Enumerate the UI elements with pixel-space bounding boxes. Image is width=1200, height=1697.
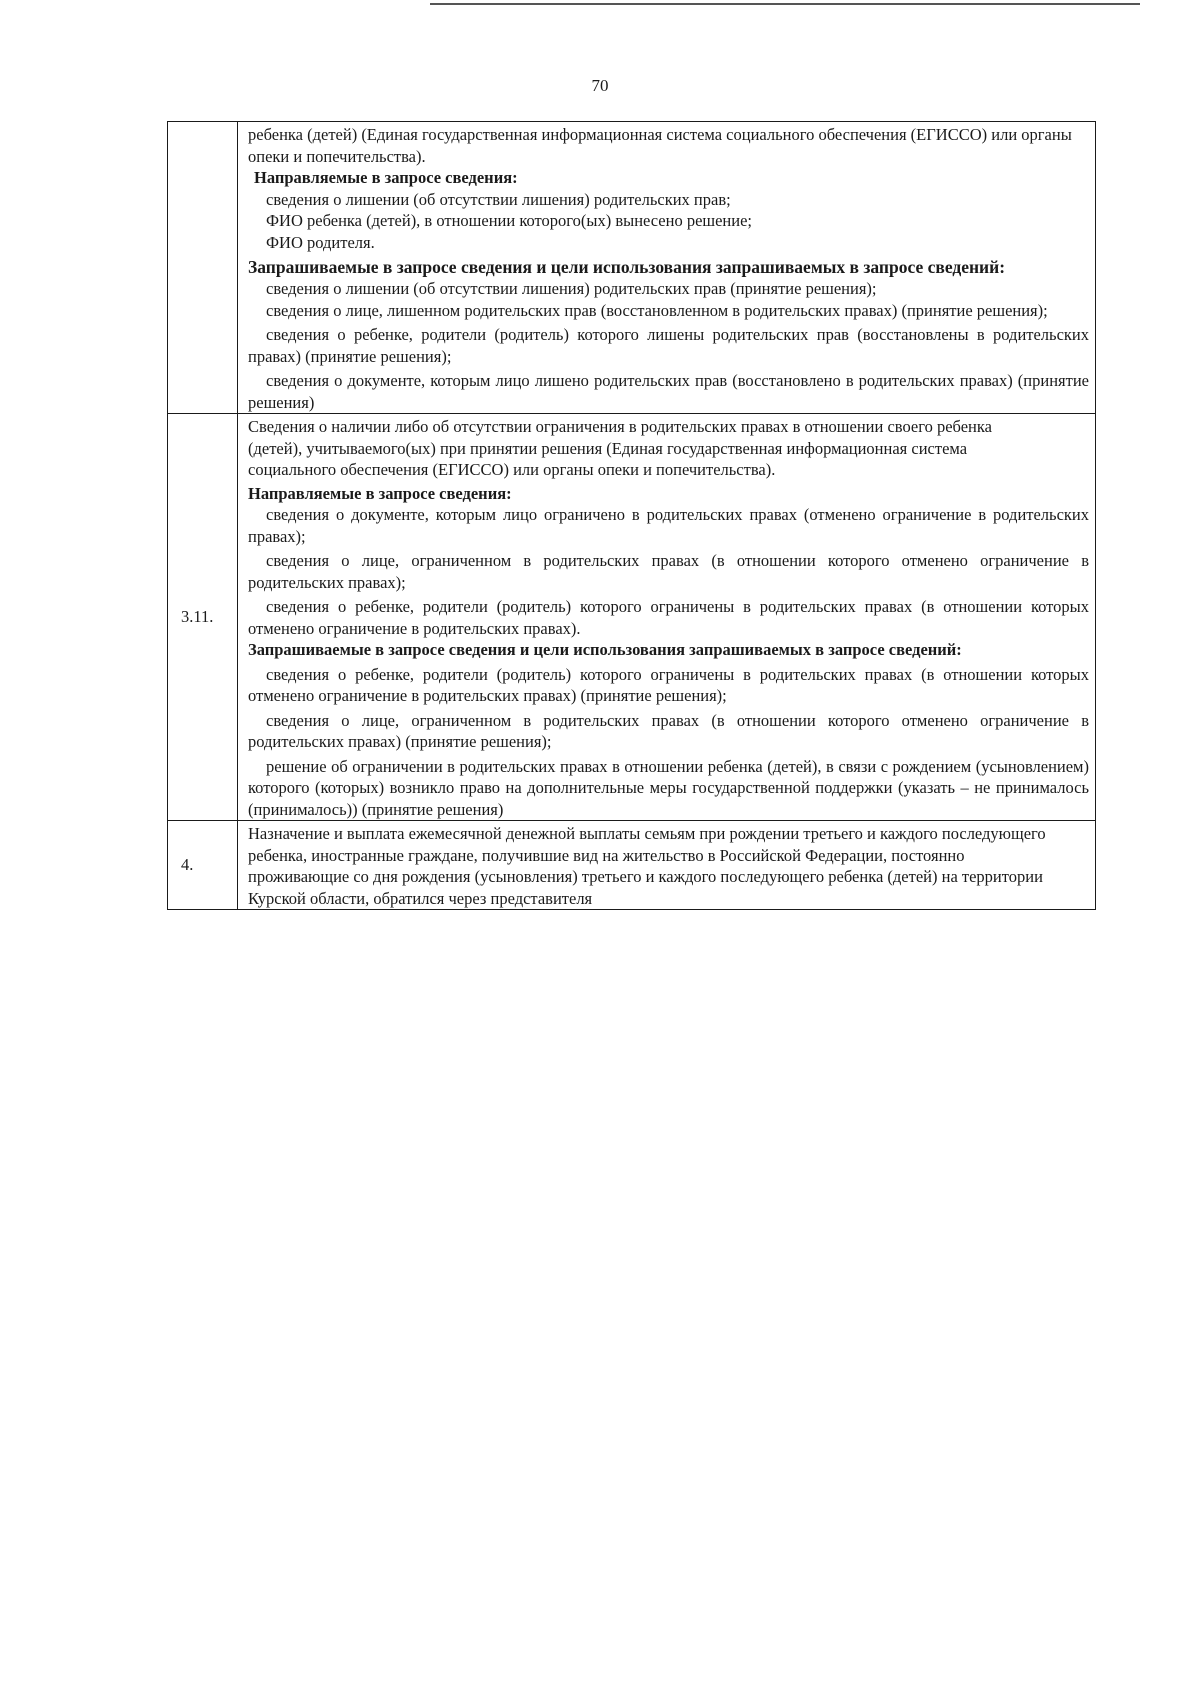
sent-item: ФИО ребенка (детей), в отношении которого(ых) вынесено решение; <box>266 211 752 230</box>
requested-item: сведения о ребенке, родители (родитель) которого лишены родительских прав (восстановлены в родительских правах) (принятие решения); <box>248 325 1089 366</box>
sent-heading: Направляемые в запросе сведения: <box>254 168 518 187</box>
row-content-cell <box>238 821 1096 910</box>
requested-item: сведения о лице, лишенном родительских прав (восстановленном в родительских правах) (принятие решения); <box>266 300 1048 320</box>
requested-item: сведения о документе, которым лицо лишено родительских прав (восстановлено в родительских правах) (принятие решения) <box>248 371 1089 412</box>
sent-item: сведения о ребенке, родители (родитель) которого ограничены в родительских правах (в отношении которых отменено ограничение в родительских правах). <box>248 597 1089 638</box>
requested-heading: Запрашиваемые в запросе сведения и цели использования запрашиваемых в запросе сведений: <box>248 257 1006 277</box>
row-intro-text: Назначение и выплата ежемесячной денежной выплаты семьям при рождении третьего и каждого последующего ребенка, иностранные граждане, получившие вид на жительство в Российской Федерации, постоянно проживающие со дня рождения (усыновления) третьего и каждого последующего ребенка (детей) на территории Курской области, обратился через представителя <box>248 824 1046 908</box>
table-row <box>168 821 1096 910</box>
row-number-cell <box>168 122 238 414</box>
requested-item: сведения о лишении (об отсутствии лишения) родительских прав (принятие решения); <box>266 279 877 298</box>
requested-item: сведения о лице, ограниченном в родительских правах (в отношении которого отменено ограничение в родительских правах) (принятие решения); <box>248 710 1089 751</box>
sent-item: сведения о лице, ограниченном в родительских правах (в отношении которого отменено ограничение в родительских правах); <box>248 551 1089 592</box>
scan-edge-line <box>430 3 1140 5</box>
row-intro-text: Сведения о наличии либо об отсутствии ограничения в родительских правах в отношении своего ребенка (детей), учитываемого(ых) при принятии решения (Единая государственная информационная система социального обеспечения (ЕГИССО) или органы опеки и попечительства). <box>248 417 992 479</box>
requested-heading: Запрашиваемые в запросе сведения и цели использования запрашиваемых в запросе сведений: <box>248 640 962 659</box>
services-table <box>167 121 1096 910</box>
requested-item: сведения о ребенке, родители (родитель) которого ограничены в родительских правах (в отношении которых отменено ограничение в родительских правах) (принятие решения); <box>248 664 1089 705</box>
page-number: 70 <box>591 76 609 95</box>
continuation-text: ребенка (детей) (Единая государственная информационная система социального обеспечения (ЕГИССО) или органы опеки и попечительства). <box>248 125 1072 166</box>
row-number-cell: 3.11. <box>168 414 238 821</box>
table-row <box>168 414 1096 821</box>
sent-heading: Направляемые в запросе сведения: <box>248 483 512 503</box>
row-content-cell <box>238 122 1096 414</box>
sent-item: сведения о документе, которым лицо ограничено в родительских правах (отменено ограничение в родительских правах); <box>248 505 1089 546</box>
row-content-cell <box>238 414 1096 821</box>
sent-item: ФИО родителя. <box>266 232 375 252</box>
requested-item: решение об ограничении в родительских правах в отношении ребенка (детей), в связи с рождением (усыновлением) которого (которых) возникло право на дополнительные меры государственной поддержки (указать – не принималось (принималось)) (принятие решения) <box>248 756 1089 819</box>
table-row <box>168 122 1096 414</box>
sent-item: сведения о лишении (об отсутствии лишения) родительских прав; <box>266 189 731 209</box>
row-number-cell: 4. <box>168 821 238 910</box>
